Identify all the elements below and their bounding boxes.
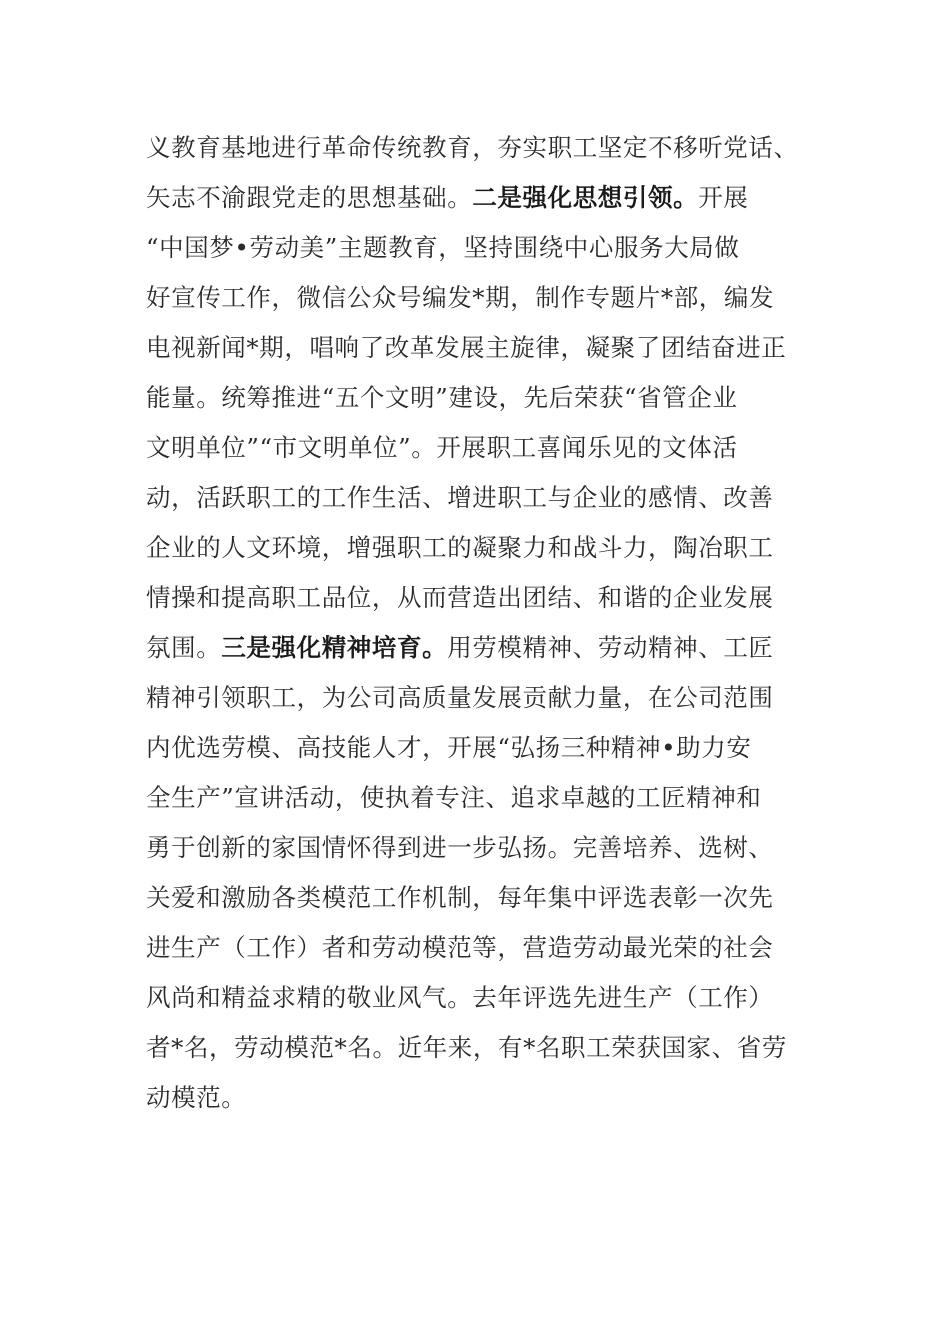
text-line: 勇于创新的家国情怀得到进一步弘扬。完善培养、选树、 xyxy=(146,833,774,862)
text-line: 能量。统筹推进“五个文明”建设，先后荣获“省管企业 xyxy=(146,383,738,412)
text-line: 精神引领职工，为公司高质量发展贡献力量，在公司范围 xyxy=(146,683,774,712)
text-line: “中国梦•劳动美”主题教育，坚持围绕中心服务大局做 xyxy=(146,233,740,262)
text-line: 全生产”宣讲活动，使执着专注、追求卓越的工匠精神和 xyxy=(146,783,762,812)
bold-heading: 三是强化精神培育。 xyxy=(221,633,448,662)
text-segment: 用劳模精神、劳动精神、工匠 xyxy=(447,633,774,662)
text-segment: 氛围。 xyxy=(146,633,222,662)
text-line: 者*名，劳动模范*名。近年来，有*名职工荣获国家、省劳 xyxy=(146,1033,787,1062)
text-line: 关爱和激励各类模范工作机制，每年集中评选表彰一次先 xyxy=(146,883,774,912)
text-line: 进生产（工作）者和劳动模范等，营造劳动最光荣的社会 xyxy=(146,933,774,962)
text-segment: 矢志不渝跟党走的思想基础。 xyxy=(146,183,473,212)
bold-heading: 二是强化思想引领。 xyxy=(472,183,699,212)
text-line xyxy=(146,623,806,673)
text-line: 内优选劳模、高技能人才，开展“弘扬三种精神•助力安 xyxy=(146,733,752,762)
body-text xyxy=(146,123,806,1123)
text-line: 企业的人文环境，增强职工的凝聚力和战斗力，陶冶职工 xyxy=(146,533,774,562)
text-line: 好宣传工作，微信公众号编发*期，制作专题片*部，编发 xyxy=(146,283,775,312)
text-line: 动模范。 xyxy=(146,1083,247,1112)
text-line: 情操和提高职工品位，从而营造出团结、和谐的企业发展 xyxy=(146,583,774,612)
text-line: 电视新闻*期，唱响了改革发展主旋律，凝聚了团结奋进正 xyxy=(146,333,787,362)
text-line: 文明单位”“市文明单位”。开展职工喜闻乐见的文体活 xyxy=(146,433,738,462)
text-segment: 开展 xyxy=(698,183,749,212)
text-line xyxy=(146,173,806,223)
text-line: 动，活跃职工的工作生活、增进职工与企业的感情、改善 xyxy=(146,483,774,512)
text-line: 风尚和精益求精的敬业风气。去年评选先进生产（工作） xyxy=(146,983,774,1012)
text-line: 义教育基地进行革命传统教育，夯实职工坚定不移听党话、 xyxy=(146,133,799,162)
